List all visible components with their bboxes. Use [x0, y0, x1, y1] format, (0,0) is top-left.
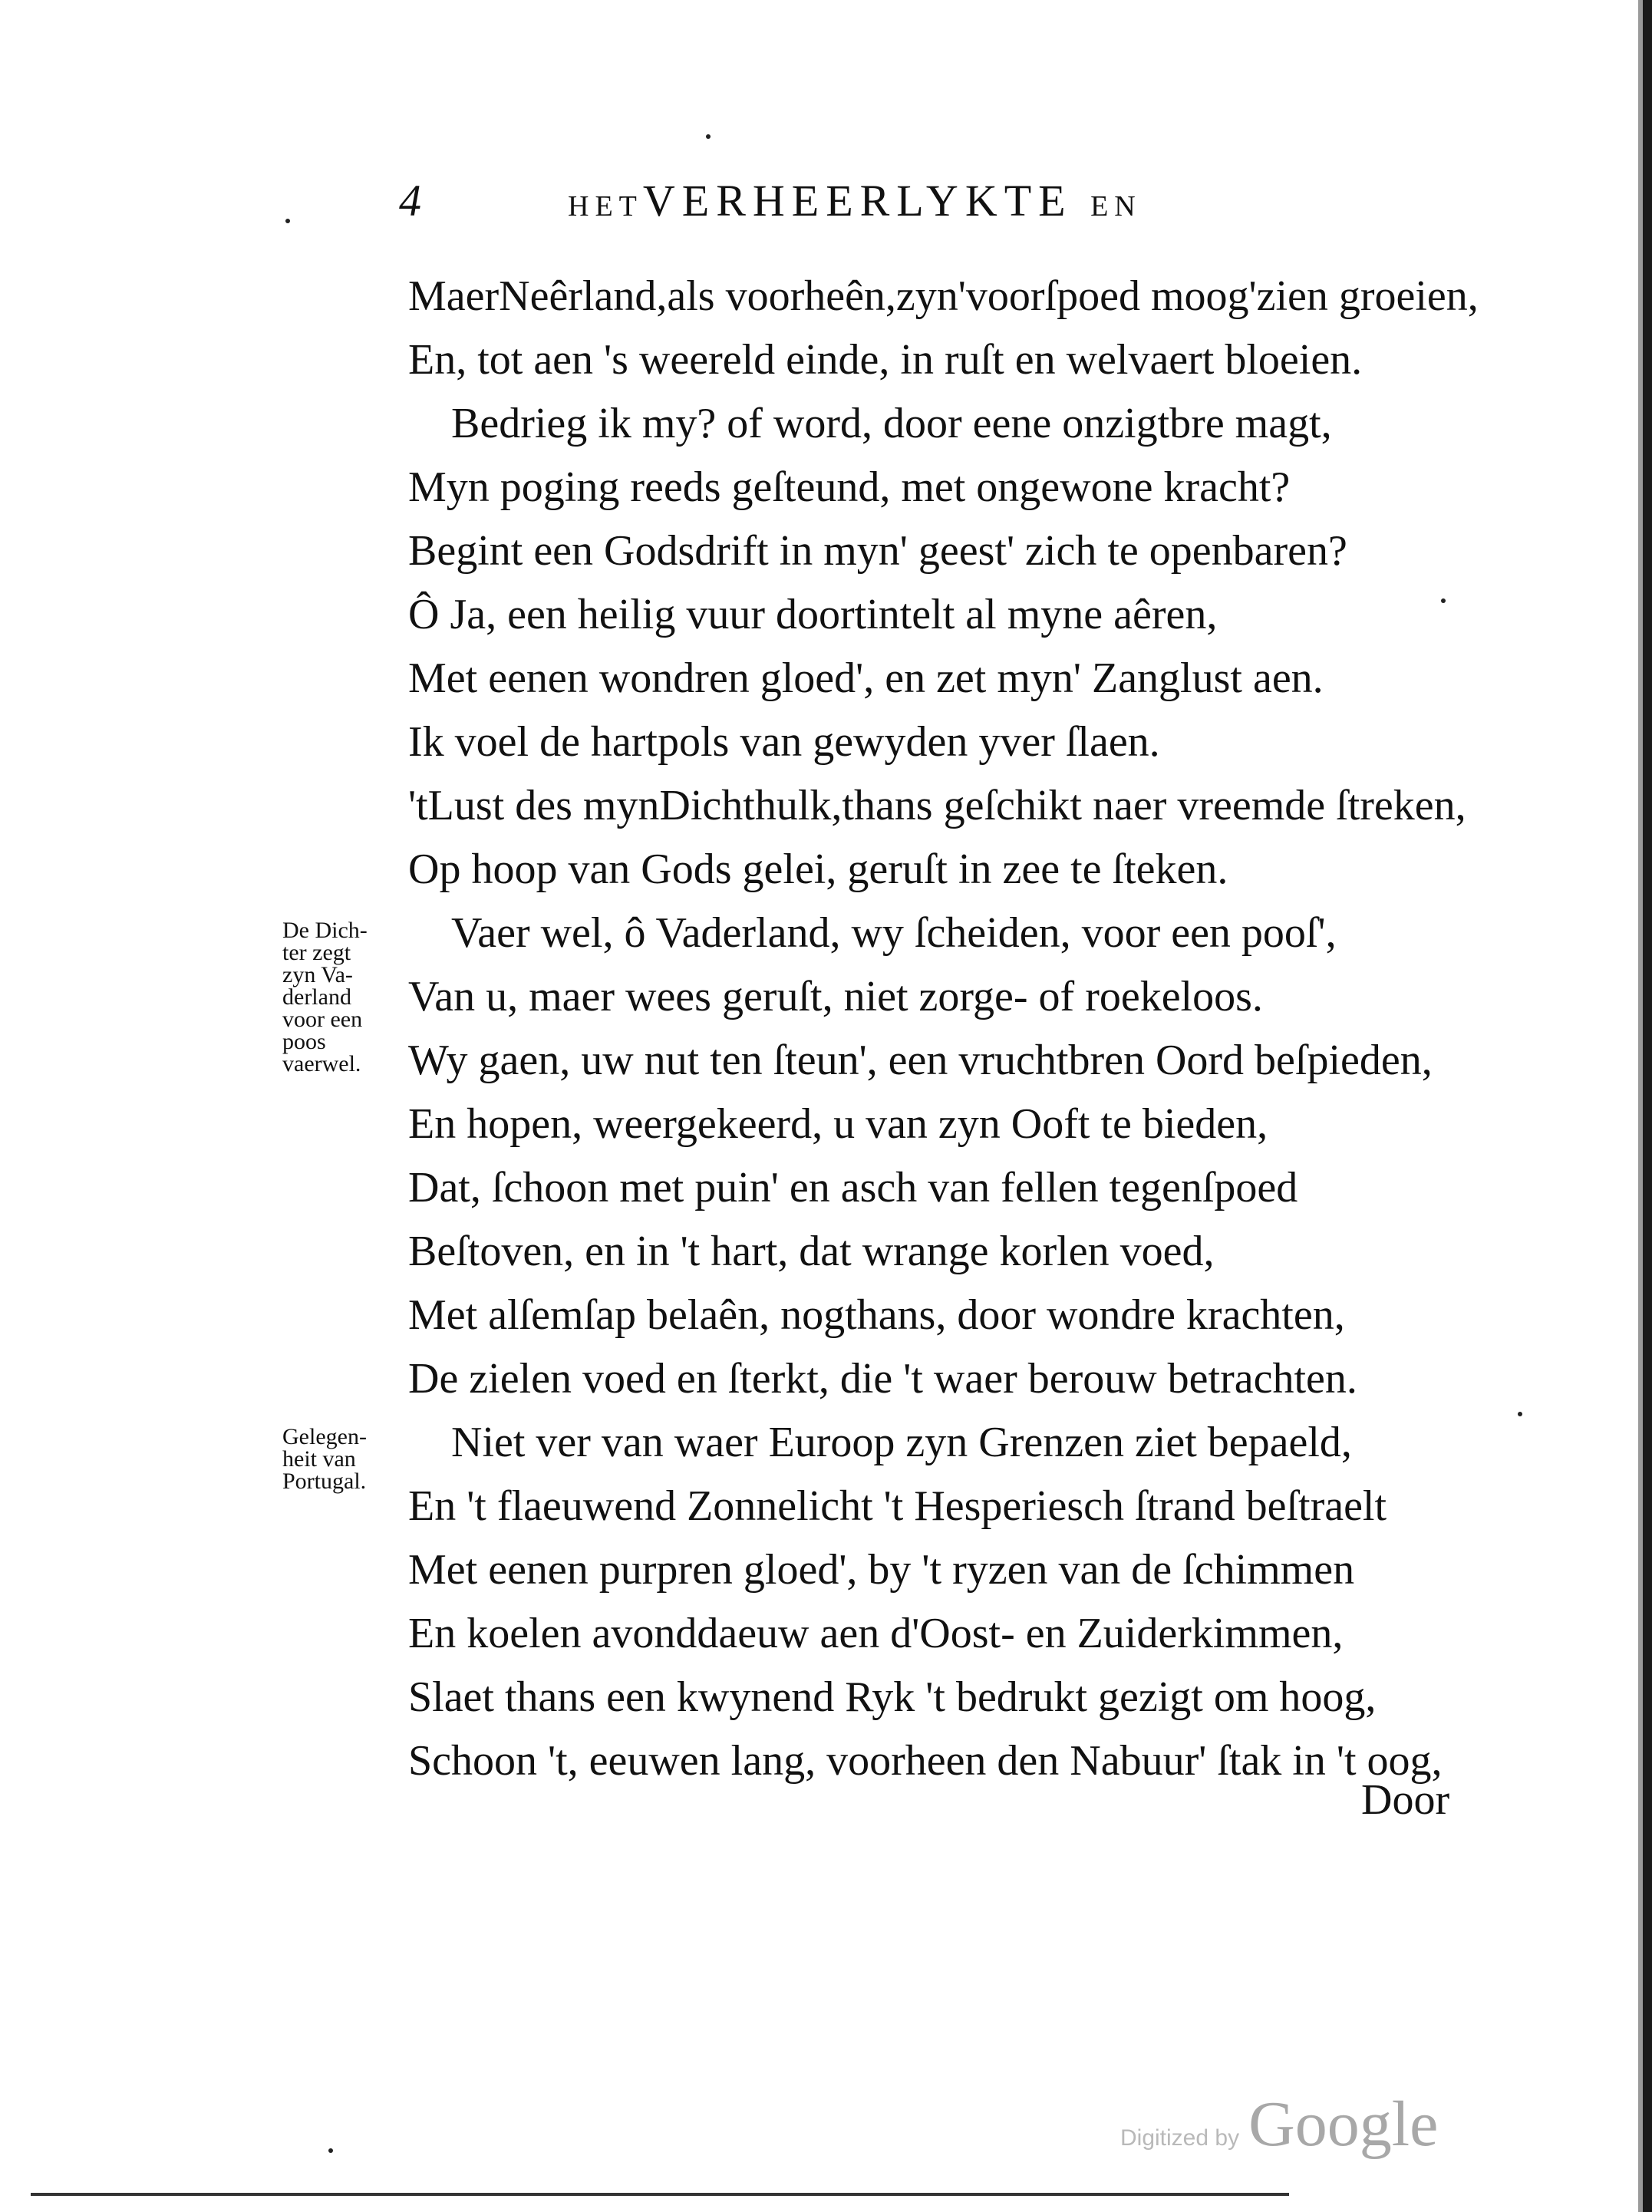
scan-speck: [706, 134, 711, 139]
title-prefix: HET: [568, 190, 643, 223]
page-edge: [1643, 0, 1652, 2212]
verse-line: Bedrieg ik my? of word, door eene onzigtbre magt,: [451, 400, 1332, 447]
marginal-note-portugal: [282, 1426, 367, 1492]
verse-line: MaerNeêrland,als voorheên,zyn'voorſpoed moog'zien groeien,: [408, 272, 1479, 320]
marginal-note-line: ter zegt: [282, 940, 351, 965]
marginal-note-line: vaerwel.: [282, 1051, 361, 1076]
marginal-note-line: Gelegen-: [282, 1424, 367, 1449]
scan-speck: [1441, 598, 1446, 603]
verse-line: En, tot aen 's weereld einde, in ruſt en welvaert bloeien.: [408, 336, 1363, 384]
marginal-note-line: derland: [282, 984, 351, 1010]
verse-block: [408, 265, 1482, 1793]
scan-speck: [1518, 1412, 1522, 1416]
bottom-scan-line: [31, 2193, 1289, 2196]
verse-line: En koelen avonddaeuw aen d'Oost- en Zuiderkimmen,: [408, 1610, 1344, 1657]
marginal-note-farewell: [282, 919, 368, 1075]
digitized-label: Digitized by: [1120, 2125, 1240, 2151]
verse-line: En 't flaeuwend Zonnelicht 't Hesperiesch ſtrand beſtraelt: [408, 1482, 1387, 1530]
marginal-note-line: De Dich-: [282, 918, 368, 943]
verse-line: Met alſemſap belaên, nogthans, door wondre krachten,: [408, 1291, 1345, 1339]
verse-line: Met eenen purpren gloed', by 't ryzen van de ſchimmen: [408, 1546, 1355, 1594]
verse-line: De zielen voed en ſterkt, die 't waer berouw betrachten.: [408, 1355, 1357, 1403]
verse-line: Begint een Godsdrift in myn' geest' zich te openbaren?: [408, 527, 1347, 575]
marginal-note-line: poos: [282, 1029, 326, 1054]
title-suffix: EN: [1090, 190, 1142, 223]
page-number: 4: [399, 176, 423, 226]
verse-line: 'tLust des mynDichthulk,thans geſchikt naer vreemde ſtreken,: [408, 782, 1466, 829]
verse-line: Op hoop van Gods gelei, geruſt in zee te ſteken.: [408, 846, 1228, 893]
digitization-watermark: [1120, 2087, 1438, 2161]
title-main: VERHEERLYKTE: [642, 176, 1073, 226]
verse-line: Myn poging reeds geſteund, met ongewone kracht?: [408, 463, 1291, 511]
marginal-note-line: voor een: [282, 1007, 363, 1032]
verse-line: Ik voel de hartpols van gewyden yver ſlaen.: [408, 718, 1160, 766]
verse-line: Met eenen wondren gloed', en zet myn' Zanglust aen.: [408, 654, 1324, 702]
verse-line: En hopen, weergekeerd, u van zyn Ooft te bieden,: [408, 1100, 1268, 1148]
verse-line: Dat, ſchoon met puin' en asch van fellen tegenſpoed: [408, 1164, 1298, 1211]
running-title: [568, 175, 1142, 226]
verse-line: Wy gaen, uw nut ten ſteun', een vruchtbren Oord beſpieden,: [408, 1037, 1433, 1084]
verse-line: Beſtoven, en in 't hart, dat wrange korlen voed,: [408, 1228, 1215, 1275]
marginal-note-line: heit van: [282, 1446, 356, 1472]
verse-line: Ô Ja, een heilig vuur doortintelt al myne aêren,: [408, 591, 1218, 638]
scan-speck: [328, 2148, 333, 2153]
marginal-note-line: Portugal.: [282, 1469, 367, 1494]
scan-speck: [285, 219, 290, 223]
google-logo: Google: [1248, 2088, 1439, 2160]
marginal-note-line: zyn Va-: [282, 962, 353, 987]
verse-line: Van u, maer wees geruſt, niet zorge- of roekeloos.: [408, 973, 1263, 1020]
catchword: Door: [1361, 1776, 1450, 1824]
verse-line: Schoon 't, eeuwen lang, voorheen den Nabuur' ſtak in 't oog,: [408, 1737, 1443, 1785]
verse-line: Niet ver van waer Euroop zyn Grenzen ziet bepaeld,: [451, 1419, 1352, 1466]
verse-line: Slaet thans een kwynend Ryk 't bedrukt gezigt om hoog,: [408, 1673, 1377, 1721]
verse-line: Vaer wel, ô Vaderland, wy ſcheiden, voor een pooſ',: [451, 909, 1337, 957]
